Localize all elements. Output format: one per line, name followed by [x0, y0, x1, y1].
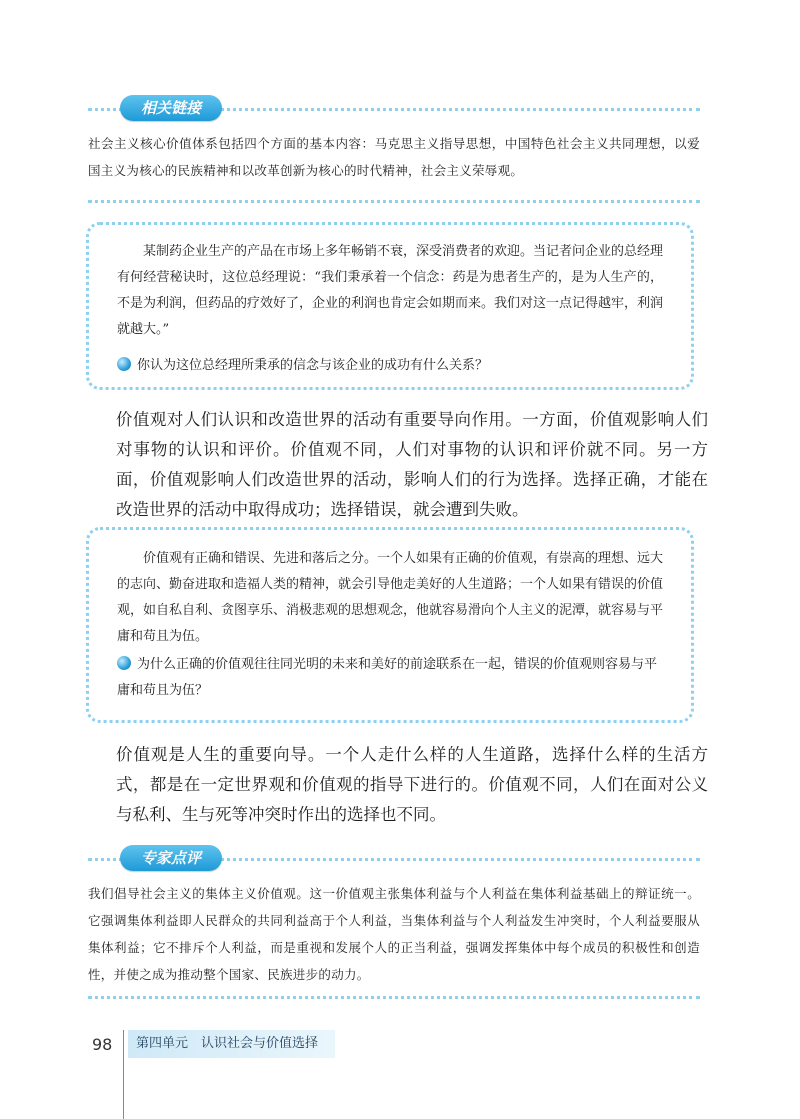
case-box-2-text	[117, 546, 663, 650]
expert-comment-tag: 专家点评	[120, 845, 222, 871]
main-paragraph-1	[116, 405, 708, 525]
main-paragraph-2-text: 价值观是人生的重要向导。一个人走什么样的人生道路，选择什么样的生活方式，都是在一定世界观和价值观的指导下进行的。价值观不同，人们在面对公义与私利、生与死等冲突时作出的选择也不同。	[116, 745, 708, 824]
expert-bottom-divider	[88, 996, 700, 999]
question-bullet-icon	[117, 656, 131, 670]
case-box-1-text	[117, 239, 663, 343]
case-box-1-paragraph: 某制药企业生产的产品在市场上多年畅销不衰，深受消费者的欢迎。当记者问企业的总经理有何经营秘诀时，这位总经理说：“我们秉承着一个信念：药是为患者生产的，是为人生产的，不是为利润，但药品的疗效好了，企业的利润也肯定会如期而来。我们对这一点记得越牢，利润就越大。”	[117, 244, 664, 337]
case-box-2	[86, 527, 694, 723]
expert-comment-text: 我们倡导社会主义的集体主义价值观。这一价值观主张集体利益与个人利益在集体利益基础上的辩证统一。它强调集体利益即人民群众的共同利益高于个人利益，当集体利益与个人利益发生冲突时，个人利益要服从集体利益；它不排斥个人利益，而是重视和发展个人的正当利益，强调发挥集体中每个成员的积极性和创造性，并使之成为推动整个国家、民族进步的动力。	[88, 886, 700, 982]
related-link-bottom-divider	[88, 200, 700, 203]
case-box-1-question	[117, 353, 663, 379]
related-link-tag: 相关链接	[120, 95, 222, 121]
main-paragraph-1-text: 价值观对人们认识和改造世界的活动有重要导向作用。一方面，价值观影响人们对事物的认识和评价。价值观不同，人们对事物的认识和评价就不同。另一方面，价值观影响人们改造世界的活动，影响人们的行为选择。选择正确，才能在改造世界的活动中取得成功；选择错误，就会遭到失败。	[116, 410, 708, 519]
case-box-1-question-text: 你认为这位总经理所秉承的信念与该企业的成功有什么关系？	[137, 358, 489, 373]
case-box-2-paragraph: 价值观有正确和错误、先进和落后之分。一个人如果有正确的价值观，有崇高的理想、远大的志向、勤奋进取和造福人类的精神，就会引导他走美好的人生道路；一个人如果有错误的价值观，如自私自利、贪图享乐、消极悲观的思想观念，他就容易滑向个人主义的泥潭，就容易与平庸和苟且为伍。	[117, 551, 664, 644]
unit-label: 第四单元 认识社会与价值选择	[128, 1030, 335, 1058]
main-paragraph-2	[116, 740, 708, 830]
case-box-2-question-text: 为什么正确的价值观往往同光明的未来和美好的前途联系在一起，错误的价值观则容易与平庸和苟且为伍？	[117, 657, 658, 698]
page-number: 98	[92, 1035, 113, 1054]
footer-vertical-rule	[123, 1030, 124, 1119]
case-box-2-question	[117, 652, 663, 704]
question-bullet-icon	[117, 357, 131, 371]
case-box-1	[86, 222, 694, 390]
related-link-text: 社会主义核心价值体系包括四个方面的基本内容：马克思主义指导思想，中国特色社会主义共同理想，以爱国主义为核心的民族精神和以改革创新为核心的时代精神，社会主义荣辱观。	[88, 136, 700, 178]
